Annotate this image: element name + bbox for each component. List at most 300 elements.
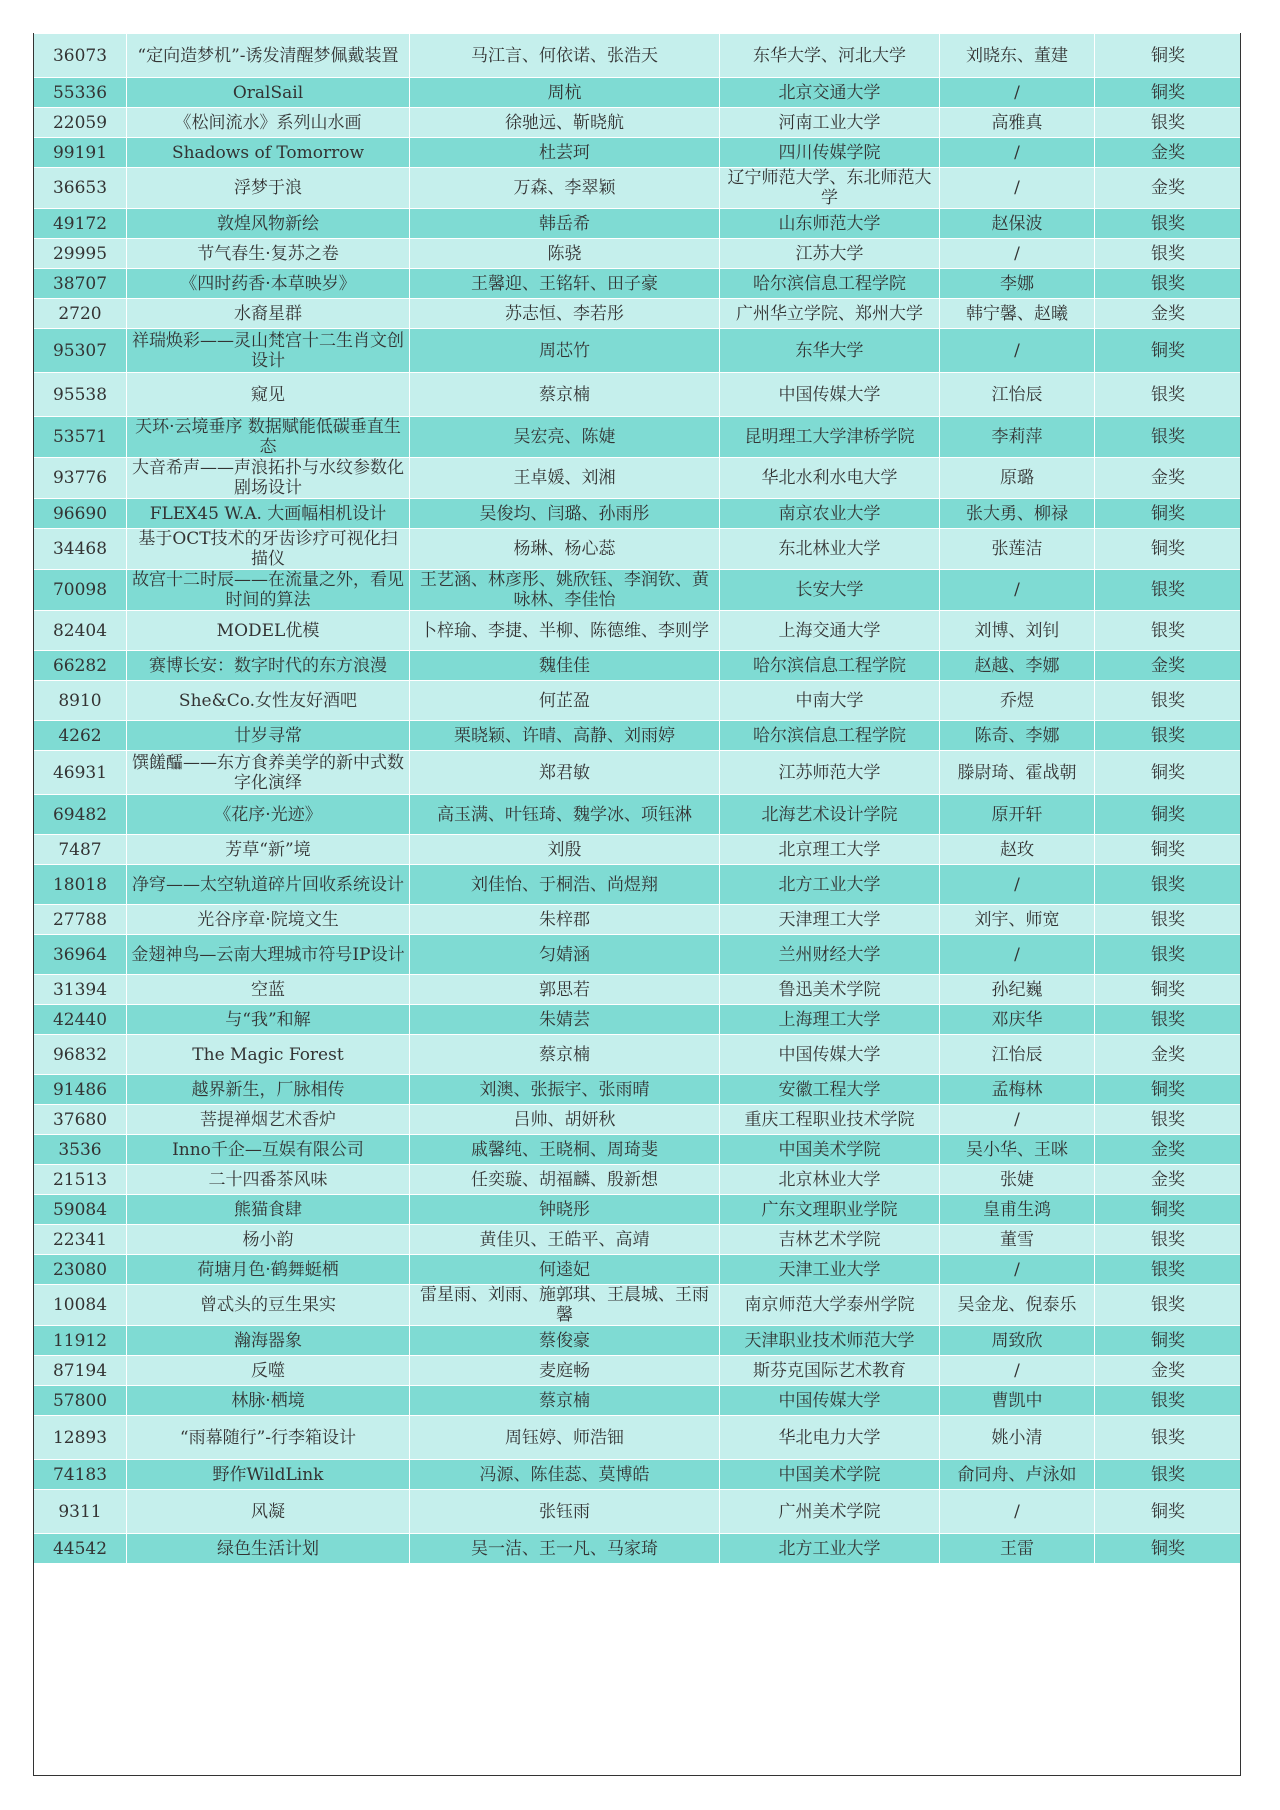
- entry-id-cell: 55336: [34, 78, 127, 108]
- author-names-cell: 陈骁: [410, 239, 720, 269]
- advisor-names-cell: 王雷: [940, 1534, 1095, 1564]
- advisor-names-cell: /: [940, 1490, 1095, 1534]
- award-level-cell: 银奖: [1095, 1386, 1242, 1416]
- author-names-cell: 周钰婷、师浩钿: [410, 1416, 720, 1460]
- entry-id-cell: 29995: [34, 239, 127, 269]
- table-row: [34, 865, 1242, 905]
- award-level-cell: 铜奖: [1095, 835, 1242, 865]
- work-title-cell: 金翅神鸟—云南大理城市符号IP设计: [127, 935, 410, 975]
- author-names-cell: 朱婧芸: [410, 1005, 720, 1035]
- award-level-cell: 铜奖: [1095, 975, 1242, 1005]
- entry-id-cell: 22059: [34, 108, 127, 138]
- school-name-cell: 辽宁师范大学、东北师范大学: [720, 168, 940, 209]
- work-title-cell: 祥瑞焕彩——灵山梵宫十二生肖文创设计: [127, 329, 410, 373]
- award-level-cell: 金奖: [1095, 299, 1242, 329]
- work-title-cell: 净穹——太空轨道碎片回收系统设计: [127, 865, 410, 905]
- entry-id-cell: 69482: [34, 795, 127, 835]
- author-names-cell: 任奕璇、胡福麟、殷新想: [410, 1165, 720, 1195]
- entry-id-cell: 96832: [34, 1035, 127, 1075]
- school-name-cell: 长安大学: [720, 570, 940, 611]
- advisor-names-cell: /: [940, 570, 1095, 611]
- school-name-cell: 上海理工大学: [720, 1005, 940, 1035]
- work-title-cell: MODEL优模: [127, 611, 410, 651]
- advisor-names-cell: 张莲洁: [940, 529, 1095, 570]
- author-names-cell: 匀婧涵: [410, 935, 720, 975]
- work-title-cell: The Magic Forest: [127, 1035, 410, 1075]
- advisor-names-cell: /: [940, 865, 1095, 905]
- work-title-cell: OralSail: [127, 78, 410, 108]
- award-level-cell: 铜奖: [1095, 1534, 1242, 1564]
- school-name-cell: 四川传媒学院: [720, 138, 940, 168]
- work-title-cell: 大音希声——声浪拓扑与水纹参数化剧场设计: [127, 458, 410, 499]
- award-level-cell: 银奖: [1095, 1416, 1242, 1460]
- author-names-cell: 雷星雨、刘雨、施郭琪、王晨城、王雨馨: [410, 1285, 720, 1326]
- school-name-cell: 哈尔滨信息工程学院: [720, 651, 940, 681]
- entry-id-cell: 7487: [34, 835, 127, 865]
- entry-id-cell: 8910: [34, 681, 127, 721]
- entry-id-cell: 12893: [34, 1416, 127, 1460]
- work-title-cell: 水裔星群: [127, 299, 410, 329]
- award-level-cell: 铜奖: [1095, 795, 1242, 835]
- work-title-cell: 芳草“新”境: [127, 835, 410, 865]
- author-names-cell: 王馨迎、王铭轩、田子豪: [410, 269, 720, 299]
- author-names-cell: 王艺涵、林彦彤、姚欣钰、李润钦、黄咏林、李佳怡: [410, 570, 720, 611]
- school-name-cell: 中南大学: [720, 681, 940, 721]
- award-level-cell: 铜奖: [1095, 78, 1242, 108]
- work-title-cell: “雨幕随行”-行李箱设计: [127, 1416, 410, 1460]
- table-row: [34, 935, 1242, 975]
- entry-id-cell: 74183: [34, 1460, 127, 1490]
- table-row: [34, 1005, 1242, 1035]
- award-level-cell: 铜奖: [1095, 1195, 1242, 1225]
- award-level-cell: 银奖: [1095, 681, 1242, 721]
- table-row: [34, 168, 1242, 209]
- author-names-cell: 蔡京楠: [410, 1035, 720, 1075]
- author-names-cell: 魏佳佳: [410, 651, 720, 681]
- school-name-cell: 哈尔滨信息工程学院: [720, 269, 940, 299]
- author-names-cell: 徐驰远、靳晓航: [410, 108, 720, 138]
- entry-id-cell: 95307: [34, 329, 127, 373]
- entry-id-cell: 34468: [34, 529, 127, 570]
- work-title-cell: 窥见: [127, 373, 410, 417]
- award-level-cell: 银奖: [1095, 1460, 1242, 1490]
- advisor-names-cell: 赵保波: [940, 209, 1095, 239]
- table-row: [34, 1225, 1242, 1255]
- entry-id-cell: 36653: [34, 168, 127, 209]
- author-names-cell: 高玉满、叶钰琦、魏学冰、项钰淋: [410, 795, 720, 835]
- table-row: [34, 651, 1242, 681]
- table-row: [34, 570, 1242, 611]
- advisor-names-cell: /: [940, 239, 1095, 269]
- author-names-cell: 何芷盈: [410, 681, 720, 721]
- advisor-names-cell: 张婕: [940, 1165, 1095, 1195]
- award-level-cell: 银奖: [1095, 721, 1242, 751]
- school-name-cell: 南京农业大学: [720, 499, 940, 529]
- author-names-cell: 吴俊均、闫璐、孙雨彤: [410, 499, 720, 529]
- table-row: [34, 1534, 1242, 1564]
- award-level-cell: 铜奖: [1095, 529, 1242, 570]
- work-title-cell: 反噬: [127, 1356, 410, 1386]
- award-level-cell: 银奖: [1095, 611, 1242, 651]
- advisor-names-cell: 张大勇、柳禄: [940, 499, 1095, 529]
- work-title-cell: FLEX45 W.A. 大画幅相机设计: [127, 499, 410, 529]
- work-title-cell: 菩提禅烟艺术香炉: [127, 1105, 410, 1135]
- entry-id-cell: 44542: [34, 1534, 127, 1564]
- table-row: [34, 1255, 1242, 1285]
- entry-id-cell: 23080: [34, 1255, 127, 1285]
- author-names-cell: 韩岳希: [410, 209, 720, 239]
- award-level-cell: 铜奖: [1095, 1326, 1242, 1356]
- advisor-names-cell: /: [940, 935, 1095, 975]
- table-row: [34, 499, 1242, 529]
- advisor-names-cell: 俞同舟、卢泳如: [940, 1460, 1095, 1490]
- award-level-cell: 金奖: [1095, 1035, 1242, 1075]
- work-title-cell: 杨小韵: [127, 1225, 410, 1255]
- table-row: [34, 721, 1242, 751]
- table-row: [34, 458, 1242, 499]
- entry-id-cell: 21513: [34, 1165, 127, 1195]
- award-level-cell: 铜奖: [1095, 34, 1242, 78]
- entry-id-cell: 36964: [34, 935, 127, 975]
- advisor-names-cell: 赵越、李娜: [940, 651, 1095, 681]
- work-title-cell: 空蓝: [127, 975, 410, 1005]
- table-row: [34, 1135, 1242, 1165]
- work-title-cell: 馔饈醽——东方食养美学的新中式数字化演绎: [127, 751, 410, 795]
- school-name-cell: 山东师范大学: [720, 209, 940, 239]
- table-row: [34, 269, 1242, 299]
- entry-id-cell: 91486: [34, 1075, 127, 1105]
- advisor-names-cell: /: [940, 138, 1095, 168]
- school-name-cell: 东北林业大学: [720, 529, 940, 570]
- entry-id-cell: 49172: [34, 209, 127, 239]
- author-names-cell: 张钰雨: [410, 1490, 720, 1534]
- author-names-cell: 周杭: [410, 78, 720, 108]
- school-name-cell: 中国美术学院: [720, 1460, 940, 1490]
- table-row: [34, 209, 1242, 239]
- work-title-cell: 光谷序章·院境文生: [127, 905, 410, 935]
- author-names-cell: 蔡俊豪: [410, 1326, 720, 1356]
- award-level-cell: 金奖: [1095, 651, 1242, 681]
- advisor-names-cell: 李娜: [940, 269, 1095, 299]
- author-names-cell: 麦庭畅: [410, 1356, 720, 1386]
- school-name-cell: 安徽工程大学: [720, 1075, 940, 1105]
- work-title-cell: 天环·云境垂序 数据赋能低碳垂直生态: [127, 417, 410, 458]
- advisor-names-cell: /: [940, 168, 1095, 209]
- author-names-cell: 吴宏亮、陈婕: [410, 417, 720, 458]
- school-name-cell: 哈尔滨信息工程学院: [720, 721, 940, 751]
- school-name-cell: 天津工业大学: [720, 1255, 940, 1285]
- work-title-cell: 《松间流水》系列山水画: [127, 108, 410, 138]
- advisor-names-cell: 韩宁馨、赵曦: [940, 299, 1095, 329]
- work-title-cell: 赛博长安：数字时代的东方浪漫: [127, 651, 410, 681]
- advisor-names-cell: 周致欣: [940, 1326, 1095, 1356]
- advisor-names-cell: /: [940, 1255, 1095, 1285]
- award-level-cell: 铜奖: [1095, 499, 1242, 529]
- entry-id-cell: 82404: [34, 611, 127, 651]
- entry-id-cell: 59084: [34, 1195, 127, 1225]
- award-level-cell: 金奖: [1095, 1135, 1242, 1165]
- table-row: [34, 611, 1242, 651]
- entry-id-cell: 9311: [34, 1490, 127, 1534]
- award-level-cell: 银奖: [1095, 239, 1242, 269]
- school-name-cell: 华北水利水电大学: [720, 458, 940, 499]
- award-level-cell: 金奖: [1095, 168, 1242, 209]
- school-name-cell: 北京林业大学: [720, 1165, 940, 1195]
- advisor-names-cell: 吴金龙、倪泰乐: [940, 1285, 1095, 1326]
- advisor-names-cell: 原璐: [940, 458, 1095, 499]
- advisor-names-cell: /: [940, 1105, 1095, 1135]
- author-names-cell: 郑君敏: [410, 751, 720, 795]
- school-name-cell: 北海艺术设计学院: [720, 795, 940, 835]
- author-names-cell: 王卓媛、刘湘: [410, 458, 720, 499]
- work-title-cell: 曾忒头的豆生果实: [127, 1285, 410, 1326]
- table-row: [34, 529, 1242, 570]
- entry-id-cell: 93776: [34, 458, 127, 499]
- award-level-cell: 金奖: [1095, 138, 1242, 168]
- table-row: [34, 795, 1242, 835]
- award-level-cell: 银奖: [1095, 1005, 1242, 1035]
- advisor-names-cell: 原开轩: [940, 795, 1095, 835]
- advisor-names-cell: 刘晓东、董建: [940, 34, 1095, 78]
- entry-id-cell: 18018: [34, 865, 127, 905]
- author-names-cell: 杨琳、杨心蕊: [410, 529, 720, 570]
- author-names-cell: 蔡京楠: [410, 373, 720, 417]
- advisor-names-cell: /: [940, 78, 1095, 108]
- work-title-cell: “定向造梦机”-诱发清醒梦佩戴装置: [127, 34, 410, 78]
- advisor-names-cell: 孟梅林: [940, 1075, 1095, 1105]
- advisor-names-cell: /: [940, 1356, 1095, 1386]
- school-name-cell: 河南工业大学: [720, 108, 940, 138]
- author-names-cell: 苏志恒、李若彤: [410, 299, 720, 329]
- entry-id-cell: 66282: [34, 651, 127, 681]
- school-name-cell: 江苏师范大学: [720, 751, 940, 795]
- entry-id-cell: 31394: [34, 975, 127, 1005]
- school-name-cell: 江苏大学: [720, 239, 940, 269]
- work-title-cell: 《四时药香·本草映岁》: [127, 269, 410, 299]
- work-title-cell: 浮梦于浪: [127, 168, 410, 209]
- author-names-cell: 栗晓颖、许晴、高静、刘雨婷: [410, 721, 720, 751]
- awards-table-body: [34, 34, 1242, 1564]
- award-level-cell: 银奖: [1095, 865, 1242, 905]
- work-title-cell: 绿色生活计划: [127, 1534, 410, 1564]
- author-names-cell: 戚馨纯、王晓桐、周琦斐: [410, 1135, 720, 1165]
- table-row: [34, 1195, 1242, 1225]
- work-title-cell: Inno千企—互娱有限公司: [127, 1135, 410, 1165]
- entry-id-cell: 22341: [34, 1225, 127, 1255]
- school-name-cell: 中国美术学院: [720, 1135, 940, 1165]
- entry-id-cell: 38707: [34, 269, 127, 299]
- table-row: [34, 1460, 1242, 1490]
- entry-id-cell: 11912: [34, 1326, 127, 1356]
- school-name-cell: 华北电力大学: [720, 1416, 940, 1460]
- award-level-cell: 银奖: [1095, 417, 1242, 458]
- school-name-cell: 东华大学: [720, 329, 940, 373]
- entry-id-cell: 37680: [34, 1105, 127, 1135]
- advisor-names-cell: 乔煜: [940, 681, 1095, 721]
- advisor-names-cell: 邓庆华: [940, 1005, 1095, 1035]
- work-title-cell: Shadows of Tomorrow: [127, 138, 410, 168]
- entry-id-cell: 27788: [34, 905, 127, 935]
- table-row: [34, 329, 1242, 373]
- advisor-names-cell: 刘博、刘钊: [940, 611, 1095, 651]
- table-row: [34, 681, 1242, 721]
- award-level-cell: 银奖: [1095, 373, 1242, 417]
- school-name-cell: 天津职业技术师范大学: [720, 1326, 940, 1356]
- page: [33, 33, 1241, 1564]
- school-name-cell: 斯芬克国际艺术教育: [720, 1356, 940, 1386]
- advisor-names-cell: 皇甫生鸿: [940, 1195, 1095, 1225]
- table-row: [34, 417, 1242, 458]
- entry-id-cell: 99191: [34, 138, 127, 168]
- table-row: [34, 1416, 1242, 1460]
- author-names-cell: 万森、李翠颖: [410, 168, 720, 209]
- award-level-cell: 银奖: [1095, 209, 1242, 239]
- school-name-cell: 吉林艺术学院: [720, 1225, 940, 1255]
- school-name-cell: 南京师范大学泰州学院: [720, 1285, 940, 1326]
- author-names-cell: 马江言、何依诺、张浩天: [410, 34, 720, 78]
- advisor-names-cell: 滕尉琦、霍战朝: [940, 751, 1095, 795]
- award-level-cell: 银奖: [1095, 1105, 1242, 1135]
- school-name-cell: 鲁迅美术学院: [720, 975, 940, 1005]
- author-names-cell: 刘殷: [410, 835, 720, 865]
- award-level-cell: 铜奖: [1095, 1490, 1242, 1534]
- advisor-names-cell: 刘宇、师宽: [940, 905, 1095, 935]
- author-names-cell: 吕帅、胡妍秋: [410, 1105, 720, 1135]
- advisor-names-cell: 吴小华、王咪: [940, 1135, 1095, 1165]
- entry-id-cell: 96690: [34, 499, 127, 529]
- award-level-cell: 银奖: [1095, 269, 1242, 299]
- work-title-cell: 荷塘月色·鹤舞蜓栖: [127, 1255, 410, 1285]
- work-title-cell: 节气春生·复苏之卷: [127, 239, 410, 269]
- school-name-cell: 广州华立学院、郑州大学: [720, 299, 940, 329]
- award-level-cell: 银奖: [1095, 1285, 1242, 1326]
- advisor-names-cell: 赵玫: [940, 835, 1095, 865]
- entry-id-cell: 46931: [34, 751, 127, 795]
- author-names-cell: 钟晓彤: [410, 1195, 720, 1225]
- author-names-cell: 朱梓郡: [410, 905, 720, 935]
- award-level-cell: 金奖: [1095, 458, 1242, 499]
- table-row: [34, 1035, 1242, 1075]
- table-row: [34, 1386, 1242, 1416]
- table-row: [34, 751, 1242, 795]
- author-names-cell: 冯源、陈佳蕊、莫博皓: [410, 1460, 720, 1490]
- award-level-cell: 银奖: [1095, 1225, 1242, 1255]
- table-row: [34, 34, 1242, 78]
- awards-table: [33, 33, 1242, 1564]
- entry-id-cell: 53571: [34, 417, 127, 458]
- work-title-cell: 基于OCT技术的牙齿诊疗可视化扫描仪: [127, 529, 410, 570]
- table-row: [34, 239, 1242, 269]
- table-row: [34, 1285, 1242, 1326]
- table-row: [34, 299, 1242, 329]
- advisor-names-cell: 姚小清: [940, 1416, 1095, 1460]
- table-row: [34, 1326, 1242, 1356]
- author-names-cell: 杜芸珂: [410, 138, 720, 168]
- school-name-cell: 昆明理工大学津桥学院: [720, 417, 940, 458]
- school-name-cell: 兰州财经大学: [720, 935, 940, 975]
- work-title-cell: 瀚海器象: [127, 1326, 410, 1356]
- advisor-names-cell: 李莉萍: [940, 417, 1095, 458]
- entry-id-cell: 95538: [34, 373, 127, 417]
- work-title-cell: 野作WildLink: [127, 1460, 410, 1490]
- work-title-cell: 故宫十二时辰——在流量之外，看见时间的算法: [127, 570, 410, 611]
- school-name-cell: 北方工业大学: [720, 1534, 940, 1564]
- work-title-cell: 越界新生，厂脉相传: [127, 1075, 410, 1105]
- author-names-cell: 蔡京楠: [410, 1386, 720, 1416]
- advisor-names-cell: /: [940, 329, 1095, 373]
- author-names-cell: 何逵妃: [410, 1255, 720, 1285]
- table-row: [34, 975, 1242, 1005]
- work-title-cell: 廿岁寻常: [127, 721, 410, 751]
- school-name-cell: 北京交通大学: [720, 78, 940, 108]
- entry-id-cell: 36073: [34, 34, 127, 78]
- award-level-cell: 铜奖: [1095, 329, 1242, 373]
- entry-id-cell: 4262: [34, 721, 127, 751]
- author-names-cell: 郭思若: [410, 975, 720, 1005]
- table-row: [34, 373, 1242, 417]
- school-name-cell: 中国传媒大学: [720, 373, 940, 417]
- award-level-cell: 银奖: [1095, 905, 1242, 935]
- table-row: [34, 78, 1242, 108]
- author-names-cell: 黄佳贝、王皓平、高靖: [410, 1225, 720, 1255]
- advisor-names-cell: 江怡辰: [940, 1035, 1095, 1075]
- advisor-names-cell: 高雅真: [940, 108, 1095, 138]
- entry-id-cell: 10084: [34, 1285, 127, 1326]
- table-row: [34, 835, 1242, 865]
- school-name-cell: 广东文理职业学院: [720, 1195, 940, 1225]
- author-names-cell: 卜梓瑜、李捷、半柳、陈德维、李则学: [410, 611, 720, 651]
- author-names-cell: 周芯竹: [410, 329, 720, 373]
- work-title-cell: 风凝: [127, 1490, 410, 1534]
- table-row: [34, 108, 1242, 138]
- entry-id-cell: 57800: [34, 1386, 127, 1416]
- award-level-cell: 金奖: [1095, 1165, 1242, 1195]
- entry-id-cell: 3536: [34, 1135, 127, 1165]
- award-level-cell: 银奖: [1095, 570, 1242, 611]
- table-row: [34, 138, 1242, 168]
- work-title-cell: She&Co.女性友好酒吧: [127, 681, 410, 721]
- school-name-cell: 重庆工程职业技术学院: [720, 1105, 940, 1135]
- entry-id-cell: 2720: [34, 299, 127, 329]
- school-name-cell: 广州美术学院: [720, 1490, 940, 1534]
- school-name-cell: 中国传媒大学: [720, 1035, 940, 1075]
- author-names-cell: 刘澳、张振宇、张雨晴: [410, 1075, 720, 1105]
- table-row: [34, 1356, 1242, 1386]
- school-name-cell: 北京理工大学: [720, 835, 940, 865]
- award-level-cell: 银奖: [1095, 1255, 1242, 1285]
- advisor-names-cell: 曹凯中: [940, 1386, 1095, 1416]
- work-title-cell: 林脉·栖境: [127, 1386, 410, 1416]
- table-row: [34, 1075, 1242, 1105]
- author-names-cell: 刘佳怡、于桐浩、尚煜翔: [410, 865, 720, 905]
- work-title-cell: 二十四番茶风味: [127, 1165, 410, 1195]
- award-level-cell: 铜奖: [1095, 751, 1242, 795]
- entry-id-cell: 42440: [34, 1005, 127, 1035]
- entry-id-cell: 70098: [34, 570, 127, 611]
- table-row: [34, 1490, 1242, 1534]
- work-title-cell: 敦煌风物新绘: [127, 209, 410, 239]
- advisor-names-cell: 孙纪巍: [940, 975, 1095, 1005]
- advisor-names-cell: 江怡辰: [940, 373, 1095, 417]
- school-name-cell: 天津理工大学: [720, 905, 940, 935]
- table-row: [34, 1105, 1242, 1135]
- award-level-cell: 银奖: [1095, 108, 1242, 138]
- award-level-cell: 金奖: [1095, 1356, 1242, 1386]
- work-title-cell: 《花序·光迹》: [127, 795, 410, 835]
- work-title-cell: 与“我”和解: [127, 1005, 410, 1035]
- school-name-cell: 东华大学、河北大学: [720, 34, 940, 78]
- school-name-cell: 北方工业大学: [720, 865, 940, 905]
